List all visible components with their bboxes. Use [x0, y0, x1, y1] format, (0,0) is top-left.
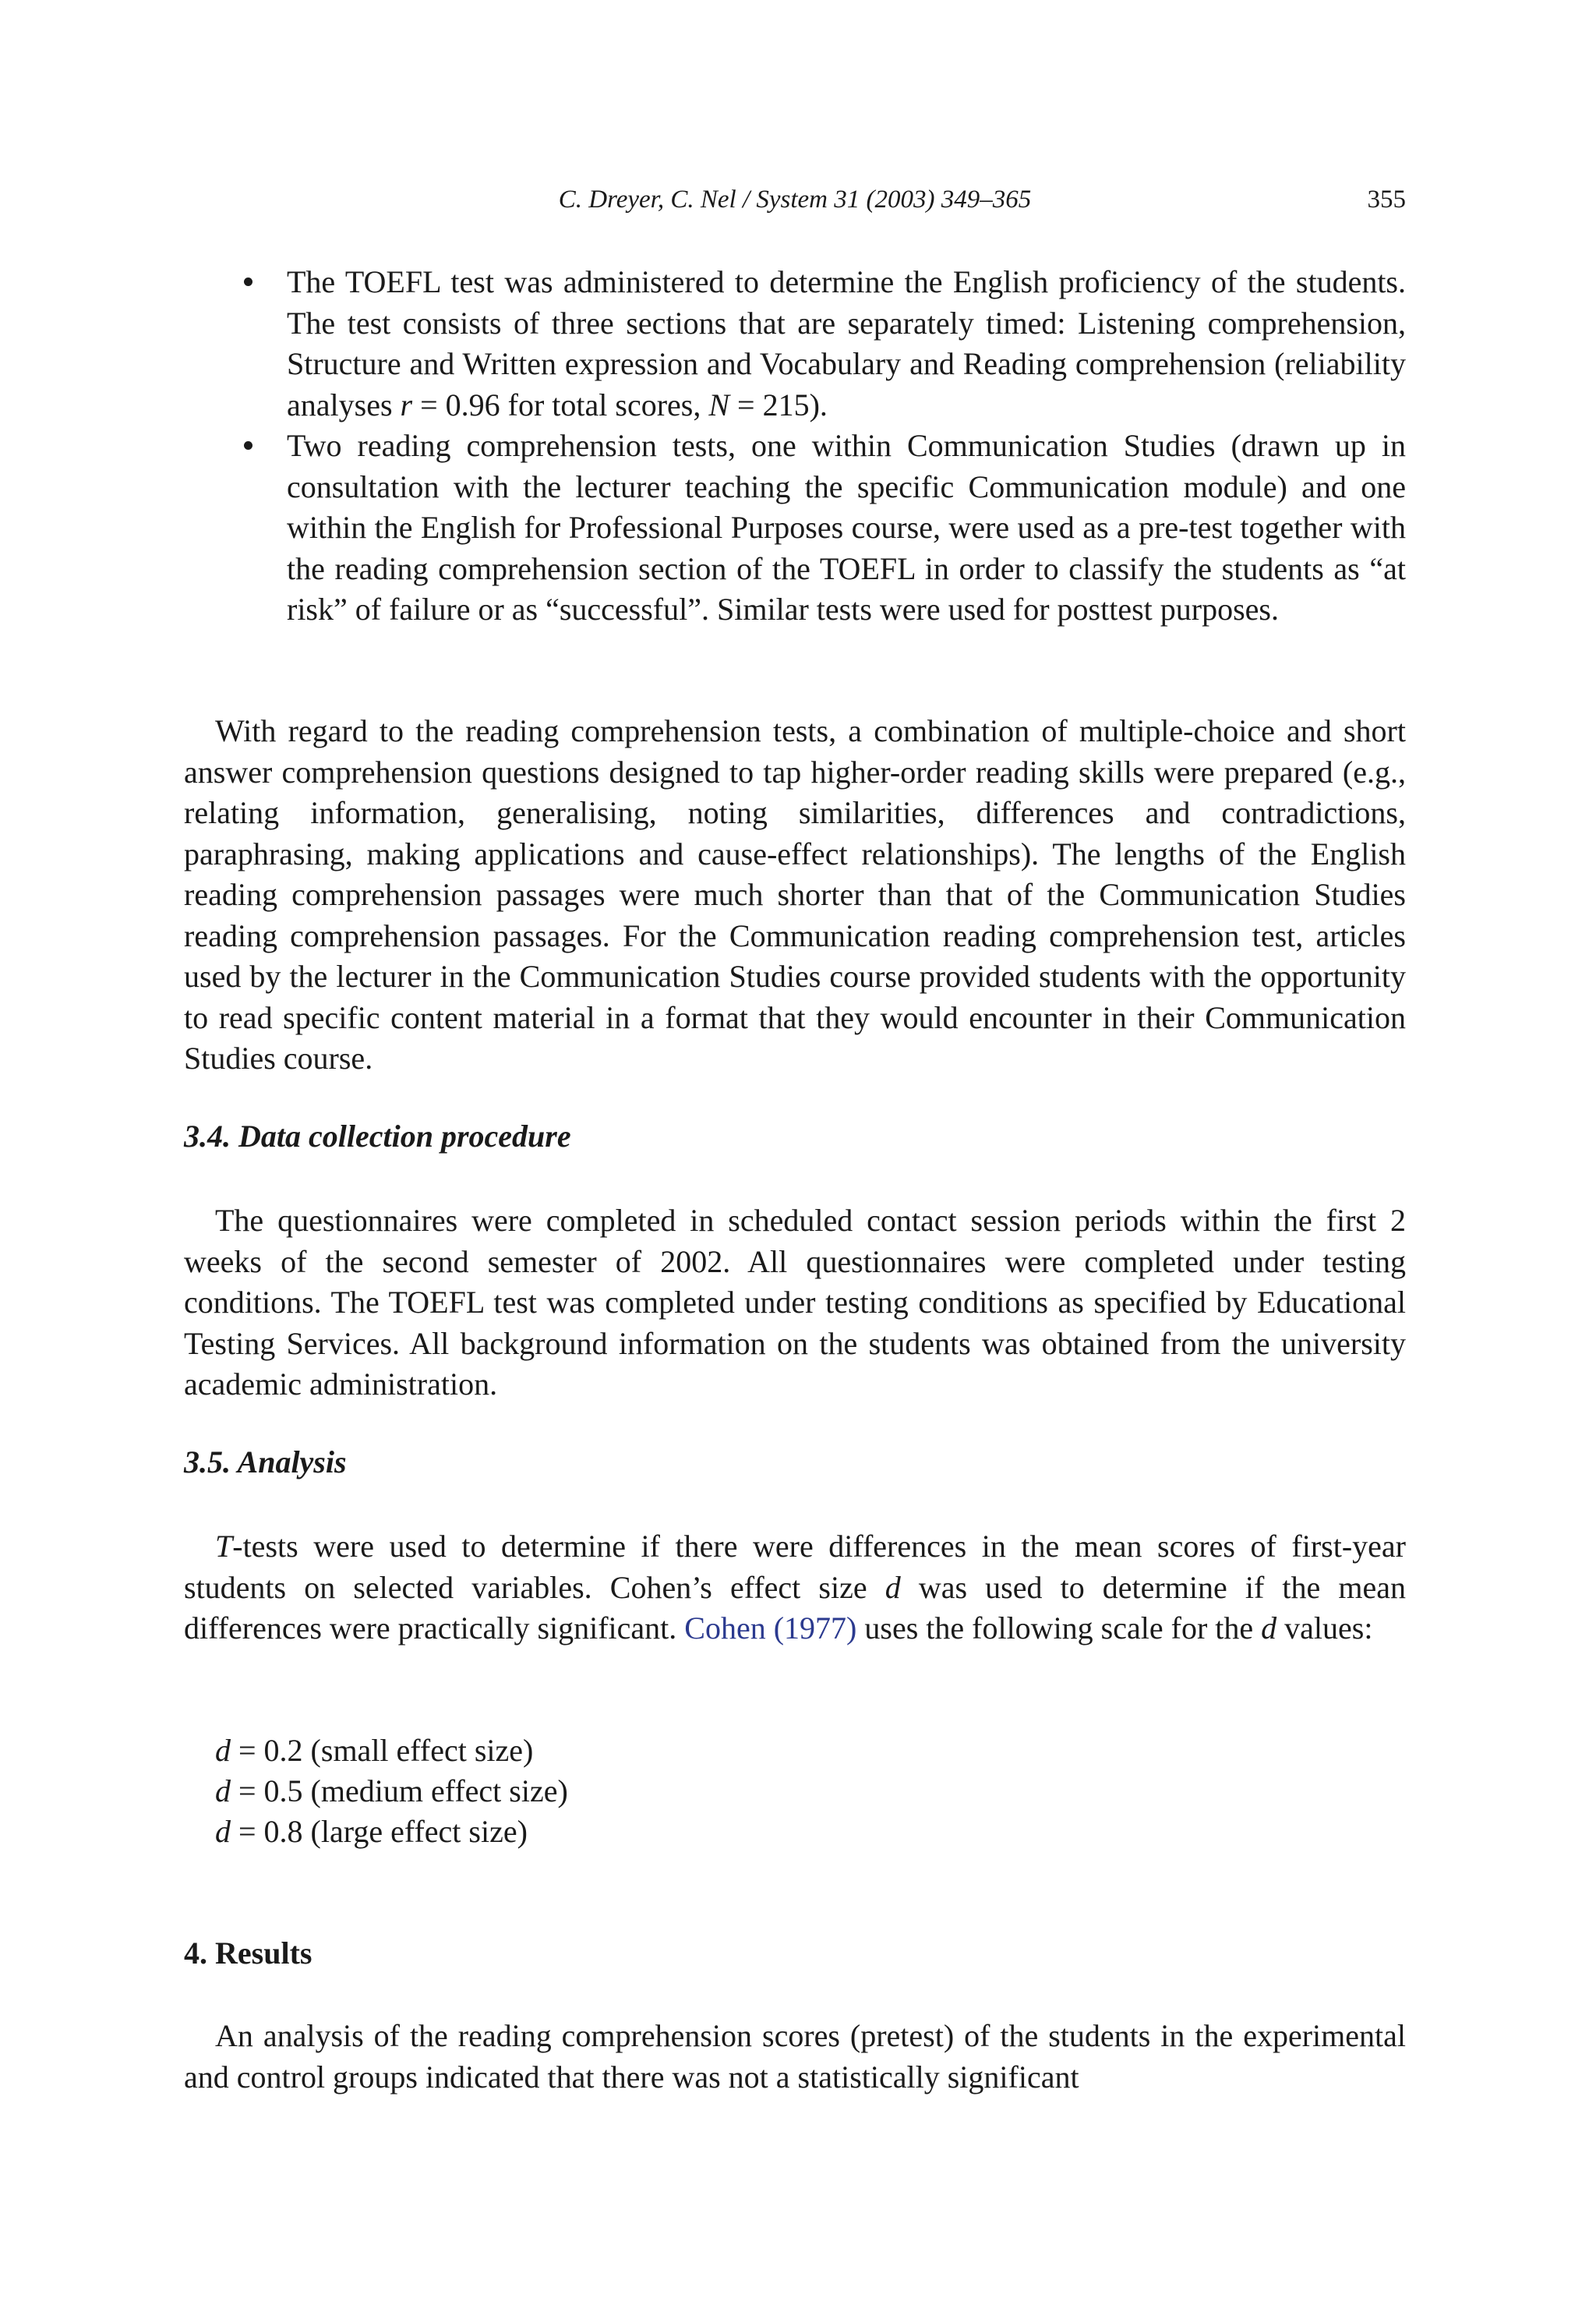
page-header — [184, 186, 1406, 224]
citation-link-cohen-1977[interactable]: Cohen (1977) — [684, 1610, 857, 1646]
var-d: d — [885, 1569, 901, 1605]
analysis-text-4: values: — [1276, 1610, 1373, 1646]
paragraph-reading-tests: With regard to the reading comprehension tests, a combination of multiple-choice and short answer comprehension questions designed to tap higher-order reading skills were prepared (e.g., relating information, generalising, noting similarities, differences and contradictions, paraphrasing, making applications and cause-effect relationships). The lengths of the English reading comprehension passages were much shorter than that of the Communication Studies reading comprehension passages. For the Communication reading comprehension test, articles used by the lecturer in the Communication Studies course provided students with the opportunity to read specific content material in a format that they would encounter in their Communication Studies course. — [184, 713, 1406, 1076]
running-head: C. Dreyer, C. Nel / System 31 (2003) 349–365 — [558, 186, 1032, 214]
bullet-toefl-mid: = 0.96 for total scores, — [412, 387, 709, 422]
var-d: d — [215, 1814, 231, 1849]
heading-3-5: 3.5. Analysis — [184, 1444, 347, 1479]
analysis-text-2: was used to determine if the mean differences were practically significant. — [184, 1569, 1407, 1646]
bullet-toefl — [184, 262, 1406, 426]
bullet-toefl-text: The TOEFL test was administered to determine the English proficiency of the students. The test consists of three sections that are separately timed: Listening comprehension, Structure and Written expression and Vocabulary and Reading comprehension (reliability analyses — [287, 264, 1406, 422]
var-n: N — [708, 387, 730, 422]
bullet-icon — [244, 278, 252, 286]
bullet-reading-tests-text: Two reading comprehension tests, one within Communication Studies (drawn up in consultation with the lecturer teaching the specific Communication module) and one within the English for Professional Purposes course, were used as a pre-test together with the reading comprehension section of the TOEFL in order to classify the students as “at risk” of failure or as “successful”. Similar tests were used for posttest purposes. — [287, 428, 1406, 627]
paragraph-results: An analysis of the reading comprehension scores (pretest) of the students in the experimental and control groups indicated that there was not a statistically significant — [184, 2018, 1406, 2095]
analysis-text-1: -tests were used to determine if there were differences in the mean scores of first-year students on selected variables. Cohen’s effect size — [184, 1529, 1406, 1605]
paragraph-data-collection: The questionnaires were completed in scheduled contact session periods within the first 2 weeks of the second semester of 2002. All questionnaires were completed under testing conditions. The TOEFL test was completed under testing conditions as specified by Educational Testing Services. All background information on the students was obtained from the university academic administration. — [184, 1203, 1406, 1402]
paragraph-analysis — [184, 1526, 1406, 1649]
var-d: d — [215, 1773, 231, 1808]
effect-size-large — [215, 1812, 528, 1853]
heading-results: 4. Results — [184, 1935, 312, 1971]
effect-size-text: = 0.5 (medium effect size) — [231, 1773, 568, 1808]
heading-3-4: 3.4. Data collection procedure — [184, 1119, 571, 1154]
effect-size-text: = 0.8 (large effect size) — [231, 1814, 528, 1849]
page-number: 355 — [1367, 186, 1406, 214]
var-r: r — [400, 387, 413, 422]
effect-size-medium — [215, 1771, 568, 1812]
var-d: d — [215, 1733, 231, 1768]
var-d: d — [1261, 1610, 1277, 1646]
bullet-icon — [244, 441, 252, 450]
bullet-toefl-end: = 215). — [729, 387, 828, 422]
var-t: T — [215, 1529, 233, 1564]
effect-size-text: = 0.2 (small effect size) — [231, 1733, 534, 1768]
bullet-reading-tests — [184, 426, 1406, 631]
analysis-text-3: uses the following scale for the — [856, 1610, 1262, 1646]
effect-size-small — [215, 1730, 533, 1772]
method-bullet-list — [184, 262, 1406, 631]
